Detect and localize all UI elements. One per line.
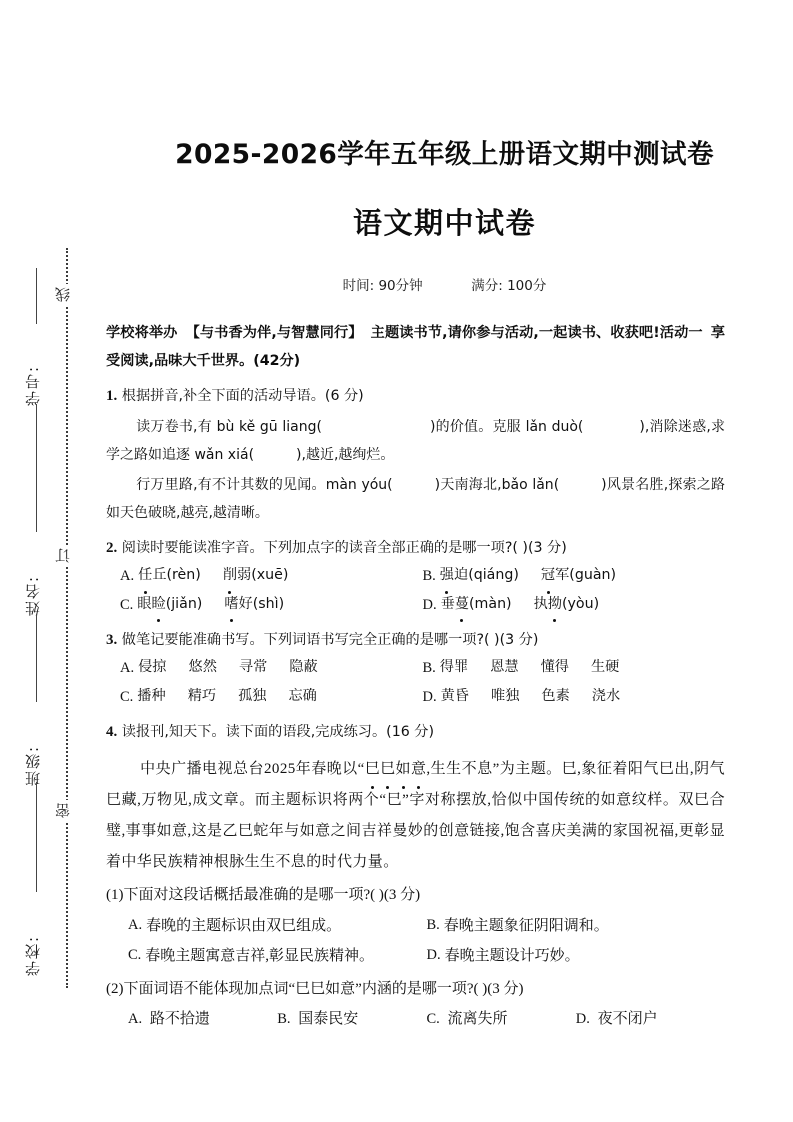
option-2-A-letter: A. — [120, 568, 135, 585]
intro-part1: 学校将举办 — [106, 325, 178, 341]
option-4-1-D[interactable] — [427, 941, 726, 971]
option-3-A-letter: A. — [120, 660, 135, 677]
question-4-2-stem — [106, 975, 725, 1004]
question-4-stem — [106, 718, 725, 747]
option-2-C-item-2 — [224, 591, 284, 619]
question-3-number: 3. — [106, 631, 118, 648]
option-4-1-B-letter: B. — [426, 916, 440, 933]
option-4-1-A-letter: A. — [128, 916, 143, 933]
option-2-D[interactable] — [423, 591, 726, 619]
option-3-A-word-3: 寻常 — [238, 659, 268, 676]
option-3-D-word-1: 黄昏 — [440, 687, 469, 704]
q1-pinyin-3: wǎn xiá — [194, 446, 249, 463]
question-1-line-2: 行万里路,有不计其数的见闻。màn yóu( )天南海北,bǎo lǎn( )风景名胜,探索之路如天色破晓,越亮,越清晰。 — [106, 476, 726, 521]
option-2-A-item-1 — [138, 562, 201, 590]
question-2-stem — [106, 534, 725, 563]
option-4-2-A-letter: A. — [128, 1010, 143, 1027]
question-1-score: (6 分) — [324, 388, 364, 405]
question-4-1-options-row-2 — [106, 941, 725, 971]
option-2-D-item-1 — [441, 591, 512, 619]
question-3-options-row-2 — [106, 683, 725, 711]
option-3-A-word-2: 悠然 — [188, 659, 217, 676]
option-2-D-item-2 — [534, 591, 600, 619]
option-2-C-item-2-post: 好(shì) — [238, 595, 285, 612]
option-3-B-letter: B. — [422, 660, 436, 677]
question-4-1-answer-blank[interactable]: ( ) — [370, 887, 384, 904]
option-2-A-item-1-post: 丘(rèn) — [152, 567, 201, 584]
option-2-C-item-1 — [137, 591, 202, 619]
question-4-1-number: (1) — [106, 887, 124, 904]
question-4-2-text: 下面词语不能体现加点词“巳巳如意”内涵的是哪一项? — [123, 980, 474, 997]
exam-body — [96, 294, 751, 1034]
option-2-C[interactable] — [120, 591, 423, 619]
option-3-D-word-2: 唯独 — [491, 687, 520, 704]
q1-pinyin-5: bǎo lǎn — [501, 476, 554, 493]
option-3-C-word-4: 忘确 — [288, 687, 317, 704]
seal-margin — [0, 0, 96, 1122]
option-4-2-D-letter: D. — [575, 1010, 590, 1027]
option-3-A[interactable] — [120, 654, 423, 682]
question-1-text: 根据拼音,补全下面的活动导语。 — [121, 388, 325, 405]
q1-l2-s3: 风景名胜,探索之路如天色破晓,越亮,越清晰。 — [106, 476, 726, 521]
student-id-field[interactable]: 学号: — [24, 364, 42, 406]
q1-l1-s2: 的价值。克服 — [435, 418, 526, 435]
option-4-2-D[interactable] — [576, 1004, 725, 1034]
option-3-C[interactable] — [120, 683, 423, 711]
page-title: 2025-2026学年五年级上册语文期中测试卷 — [175, 139, 714, 170]
option-2-C-item-2-dotted: 嗜 — [224, 591, 238, 619]
school-field[interactable]: 学校: — [24, 934, 42, 976]
question-2-text: 阅读时要能读准字音。下列加点字的读音全部正确的是哪一项? — [121, 539, 513, 556]
exam-meta — [96, 242, 793, 294]
option-2-A[interactable] — [120, 562, 423, 590]
option-4-2-B-letter: B. — [277, 1010, 291, 1027]
option-3-B-word-1: 得罪 — [439, 659, 469, 676]
option-4-1-B-text: 春晚主题象征阴阳调和。 — [443, 917, 609, 934]
intro-paragraph — [106, 320, 725, 375]
option-4-2-C[interactable] — [427, 1004, 576, 1034]
question-2-answer-blank[interactable]: ( ) — [512, 539, 528, 556]
option-2-A-item-1-dotted: 任 — [138, 562, 152, 590]
question-2-options-row-1 — [106, 562, 725, 590]
reading-passage — [106, 754, 725, 877]
intro-part2: 主题读书节,请你参与活动,一起读书、收获吧!活动一 — [370, 325, 703, 341]
option-4-1-D-text: 春晚主题设计巧妙。 — [444, 947, 580, 964]
option-4-2-A-text: 路不拾遗 — [149, 1010, 210, 1027]
q1-l1-s3: ,消除迷惑,求学之路如追逐 — [106, 418, 726, 463]
exam-total-score: 满分: 100分 — [471, 278, 547, 294]
passage-seg-1: 中央广播电视总台2025年春晚以“ — [140, 761, 365, 778]
question-4-1-text: 下面对这段话概括最准确的是哪一项? — [123, 887, 371, 904]
question-3-text: 做笔记要能准确书写。下列词语书写完全正确的是哪一项? — [121, 631, 484, 648]
option-3-B-word-3: 懂得 — [540, 659, 569, 676]
info-rule-2 — [36, 614, 37, 702]
option-3-D-letter: D. — [422, 688, 437, 705]
option-3-C-word-3: 孤独 — [238, 687, 267, 704]
student-name-field[interactable]: 姓名: — [24, 574, 42, 616]
question-4-1-stem — [106, 881, 725, 910]
question-4-number: 4. — [106, 723, 118, 740]
option-3-D-word-4: 浇水 — [591, 687, 621, 704]
seal-char-seal: 密 — [56, 800, 80, 821]
exam-time: 时间: 90分钟 — [342, 278, 423, 294]
option-4-1-A-text: 春晚的主题标识由双巳组成。 — [146, 917, 342, 934]
option-4-1-D-letter: D. — [426, 946, 441, 963]
question-2-score: (3 分) — [527, 539, 567, 556]
option-3-A-word-4: 隐蔽 — [289, 659, 318, 676]
option-4-1-C-letter: C. — [128, 946, 142, 963]
question-4-1-score: (3 分) — [383, 887, 421, 904]
option-4-2-C-letter: C. — [426, 1010, 440, 1027]
class-field[interactable]: 班级: — [24, 744, 42, 786]
question-4-1-options-row-1 — [106, 911, 725, 941]
option-2-A-item-2-post: 弱(xuē) — [237, 567, 289, 584]
option-2-B[interactable] — [423, 562, 726, 590]
option-2-C-item-1-pre: 眼 — [137, 595, 152, 612]
option-4-2-C-text: 流离失所 — [447, 1010, 508, 1027]
question-1-line-1: 读万卷书,有 bù kě gū liang( )的价值。克服 lǎn duò( ),消除迷惑,求学之路如追逐 wǎn xiá( ),越近,越绚烂。 — [106, 418, 726, 463]
option-3-D-word-3: 色素 — [541, 687, 570, 704]
question-3-answer-blank[interactable]: ( ) — [484, 631, 500, 648]
option-2-D-item-1-pre: 垂 — [440, 595, 455, 612]
option-2-D-item-1-post: (màn) — [469, 595, 512, 612]
question-1-stem — [106, 382, 725, 411]
q1-l1-s4: ,越近,越绚烂。 — [301, 446, 395, 463]
page-subtitle: 语文期中试卷 — [352, 206, 536, 240]
option-2-B-item-1 — [440, 562, 519, 590]
option-4-2-D-text: 夜不闭户 — [597, 1010, 658, 1027]
question-3-score: (3 分) — [499, 631, 539, 648]
seal-char-bind: 订 — [56, 545, 80, 566]
info-rule-top — [36, 268, 37, 324]
option-3-C-word-2: 精巧 — [187, 687, 217, 704]
seal-char-line: 线 — [56, 284, 80, 305]
option-2-C-item-1-post: (jiǎn) — [165, 595, 203, 612]
option-4-1-C[interactable] — [128, 941, 427, 971]
option-2-B-letter: B. — [422, 568, 436, 585]
intro-theme: 【与书香为伴,与智慧同行】 — [185, 325, 363, 341]
option-2-B-item-1-dotted: 强 — [440, 562, 454, 590]
option-2-B-item-1-post: 迫(qiáng) — [454, 567, 519, 584]
option-2-D-item-1-dotted: 蔓 — [455, 591, 469, 619]
q1-l1-s1: 读万卷书,有 — [136, 418, 217, 435]
question-2-options-row-2 — [106, 591, 725, 619]
passage-seg-2: ,生生不息”为主题。巳,象征着阳气巳出,阴气巳藏,万物见,成文章。而主题标识将两个“巳”字对称摆放,恰似中国传统的如意纹样。双巳合璧,事事如意,这是乙巳蛇年与如意之间吉祥曼妙的创意链接,饱含喜庆美满的家国祝福,更彰显着中华民族精神根脉生生不息的时代力量。 — [106, 761, 725, 870]
option-2-A-item-2-dotted: 削 — [223, 562, 237, 590]
option-2-B-item-2-post: 军(guàn) — [555, 567, 617, 584]
option-4-2-B-text: 国泰民安 — [298, 1010, 359, 1027]
option-3-C-word-1: 播种 — [137, 687, 166, 704]
option-4-1-B[interactable] — [427, 911, 726, 941]
option-3-B[interactable] — [423, 654, 726, 682]
q1-pinyin-2: lǎn duò — [525, 418, 578, 435]
option-4-2-A[interactable] — [128, 1004, 277, 1034]
option-4-1-A[interactable] — [128, 911, 427, 941]
question-3-options-row-1 — [106, 654, 725, 682]
question-4-text: 读报刊,知天下。读下面的语段,完成练习。 — [121, 723, 387, 740]
passage-dotted-phrase: 巳巳如意 — [365, 761, 427, 777]
intro-part3: 享受阅读,品味大千世界。(42分) — [106, 325, 725, 369]
q1-l2-s2: 天南海北, — [440, 476, 502, 493]
q1-l2-s1: 行万里路,有不计其数的见闻。 — [136, 476, 326, 493]
option-2-B-item-2-dotted: 冠 — [541, 562, 555, 590]
option-3-D[interactable] — [423, 683, 726, 711]
option-2-D-item-2-dotted: 拗 — [548, 591, 562, 619]
option-2-C-item-1-dotted: 睑 — [152, 591, 166, 619]
option-2-D-letter: D. — [422, 596, 437, 613]
option-2-B-item-2 — [541, 562, 616, 590]
info-rule-3 — [36, 782, 37, 892]
question-3-stem — [106, 626, 725, 655]
option-3-B-word-2: 恩慧 — [490, 659, 519, 676]
option-4-2-B[interactable] — [277, 1004, 426, 1034]
info-rule-1 — [36, 404, 37, 532]
question-4-score: (16 分) — [386, 723, 434, 740]
q1-pinyin-4: màn yóu — [325, 476, 388, 493]
option-2-D-item-2-pre: 执 — [533, 595, 548, 612]
option-4-1-C-text: 春晚主题寓意吉祥,彰显民族精神。 — [145, 947, 375, 964]
option-3-A-word-1: 侵掠 — [138, 659, 167, 676]
question-4-2-score: (3 分) — [487, 980, 524, 997]
option-2-A-item-2 — [223, 562, 289, 590]
binding-dashed-line — [66, 248, 68, 988]
q1-pinyin-1: bù kě gū liang — [216, 418, 317, 435]
option-2-D-item-2-post: (yòu) — [562, 595, 600, 612]
question-4-2-answer-blank[interactable]: ( ) — [473, 980, 488, 997]
question-4-2-options-row — [106, 1004, 725, 1034]
question-4-2-number: (2) — [106, 980, 124, 997]
option-3-C-letter: C. — [120, 688, 134, 705]
option-2-C-letter: C. — [120, 596, 134, 613]
option-3-B-word-4: 生硬 — [590, 659, 620, 676]
exam-page — [96, 0, 793, 1122]
question-1-number: 1. — [106, 388, 118, 405]
question-2-number: 2. — [106, 539, 118, 556]
